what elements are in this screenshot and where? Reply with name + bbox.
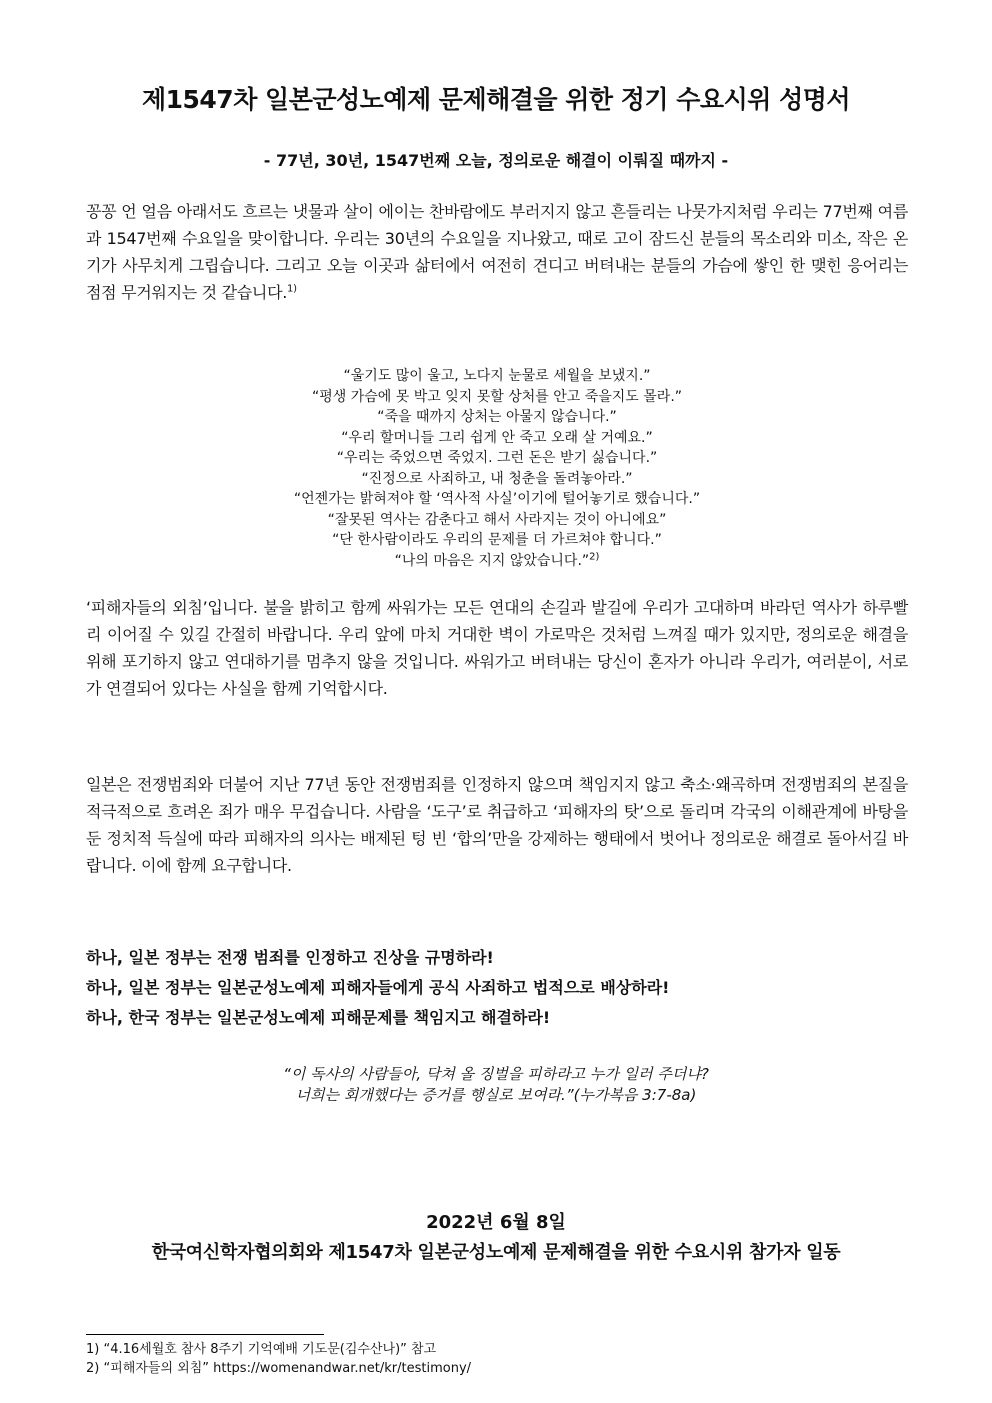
quote-text: “나의 마음은 지지 않았습니다.” [394,552,590,569]
scripture-quote [0,1064,992,1106]
demands-list [86,943,908,1033]
page-subtitle: - 77년, 30년, 1547번째 오늘, 정의로운 해결이 이뤄질 때까지 - [263,151,729,170]
quote-item: “진정으로 사죄하고, 내 청춘을 돌려놓아라.” [361,470,633,487]
demand-item: 하나, 한국 정부는 일본군성노예제 피해문제를 책임지고 해결하라! [86,1008,551,1027]
statement-date: 2022년 6월 8일 [426,1212,566,1233]
paragraph-cry: ‘피해자들의 외침’입니다. 불을 밝히고 함께 싸워가는 모든 연대의 손길과 발길에 우리가 고대하며 바라던 역사가 하루빨리 이어질 수 있길 간절히 바랍니다. 우리 앞에 마치 거대한 벽이 가로막은 것처럼 느껴질 때가 있지만, 정의로운 해결을 위해 포기하지 않고 연대하기를 멈추지 않을 것입니다. 싸워가고 버텨내는 당신이 혼자가 아니라 우리가, 여러분이, 서로가 연결되어 있다는 사실을 함께 기억합시다. [86,598,908,698]
footnote-item: 1) “4.16세월호 참사 8주기 기억예배 기도문(김수산나)” 참고 [86,1342,437,1357]
footnotes [86,1340,471,1378]
demand-item: 하나, 일본 정부는 일본군성노예제 피해자들에게 공식 사죄하고 법적으로 배상하라! [86,978,670,997]
footnote-ref-2[interactable]: 2) [589,550,600,562]
quote-item: “우리 할머니들 그리 쉽게 안 죽고 오래 살 거예요.” [341,429,653,446]
footnote-ref-1[interactable]: 1) [287,283,297,295]
quote-item-last [86,551,908,572]
paragraph-opening-text: 꽁꽁 언 얼음 아래서도 흐르는 냇물과 살이 에이는 찬바람에도 부러지지 않고 흔들리는 나뭇가지처럼 우리는 77번째 여름과 1547번째 수요일을 맞이합니다. 우리는 30년의 수요일을 지나왔고, 때로 고이 잠드신 분들의 목소리와 미소, 작은 온기가 사무치게 그립습니다. 그리고 오늘 이곳과 삶터에서 여전히 견디고 버텨내는 분들의 가슴에 쌓인 한 맺힌 응어리는 점점 무거워지는 것 같습니다. [86,202,908,302]
quote-item: “우리는 죽었으면 죽었지. 그런 돈은 받기 싫습니다.” [336,450,658,466]
quote-item: “단 한사람이라도 우리의 문제를 더 가르쳐야 합니다.” [332,532,662,548]
demand-item: 하나, 일본 정부는 전쟁 범죄를 인정하고 진상을 규명하라! [86,948,494,967]
quote-item: “죽을 때까지 상처는 아물지 않습니다.” [377,409,617,425]
footnote-item[interactable]: 2) “피해자들의 외침” https://womenandwar.net/kr/testimony/ [86,1361,472,1376]
footnote-divider [86,1334,324,1335]
quote-item: “잘못된 역사는 감춘다고 해서 사라지는 것이 아니에요” [327,511,667,528]
quote-item: “울기도 많이 울고, 노다지 눈물로 세월을 보냈지.” [343,368,651,384]
paragraph-opening [86,198,908,306]
survivor-quotes [86,366,908,571]
quote-item: “평생 가슴에 못 박고 잊지 못할 상처를 안고 죽을지도 몰라.” [311,388,683,405]
quote-item: “언젠가는 밝혀져야 할 ‘역사적 사실’이기에 털어놓기로 했습니다.” [293,491,701,507]
paragraph-japan: 일본은 전쟁범죄와 더불어 지난 77년 동안 전쟁범죄를 인정하지 않으며 책임지지 않고 축소·왜곡하며 전쟁범죄의 본질을 적극적으로 흐려온 죄가 매우 무겁습니다. 사람을 ‘도구’로 취급하고 ‘피해자의 탓’으로 돌리며 각국의 이해관계에 바탕을 둔 정치적 득실에 따라 피해자의 의사는 배제된 텅 빈 ‘합의’만을 강제하는 행태에서 벗어나 정의로운 해결로 돌아서길 바랍니다. 이에 함께 요구합니다. [86,775,908,875]
scripture-line: “이 독사의 사람들아, 닥쳐 올 징벌을 피하라고 누가 일러 주더냐? [283,1065,709,1083]
statement-signer: 한국여신학자협의회와 제1547차 일본군성노예제 문제해결을 위한 수요시위 참가자 일동 [151,1242,841,1263]
scripture-line: 너희는 회개했다는 증거를 행실로 보여라.”(누가복음 3:7-8a) [295,1086,697,1104]
page-title: 제1547차 일본군성노예제 문제해결을 위한 정기 수요시위 성명서 [141,85,851,114]
